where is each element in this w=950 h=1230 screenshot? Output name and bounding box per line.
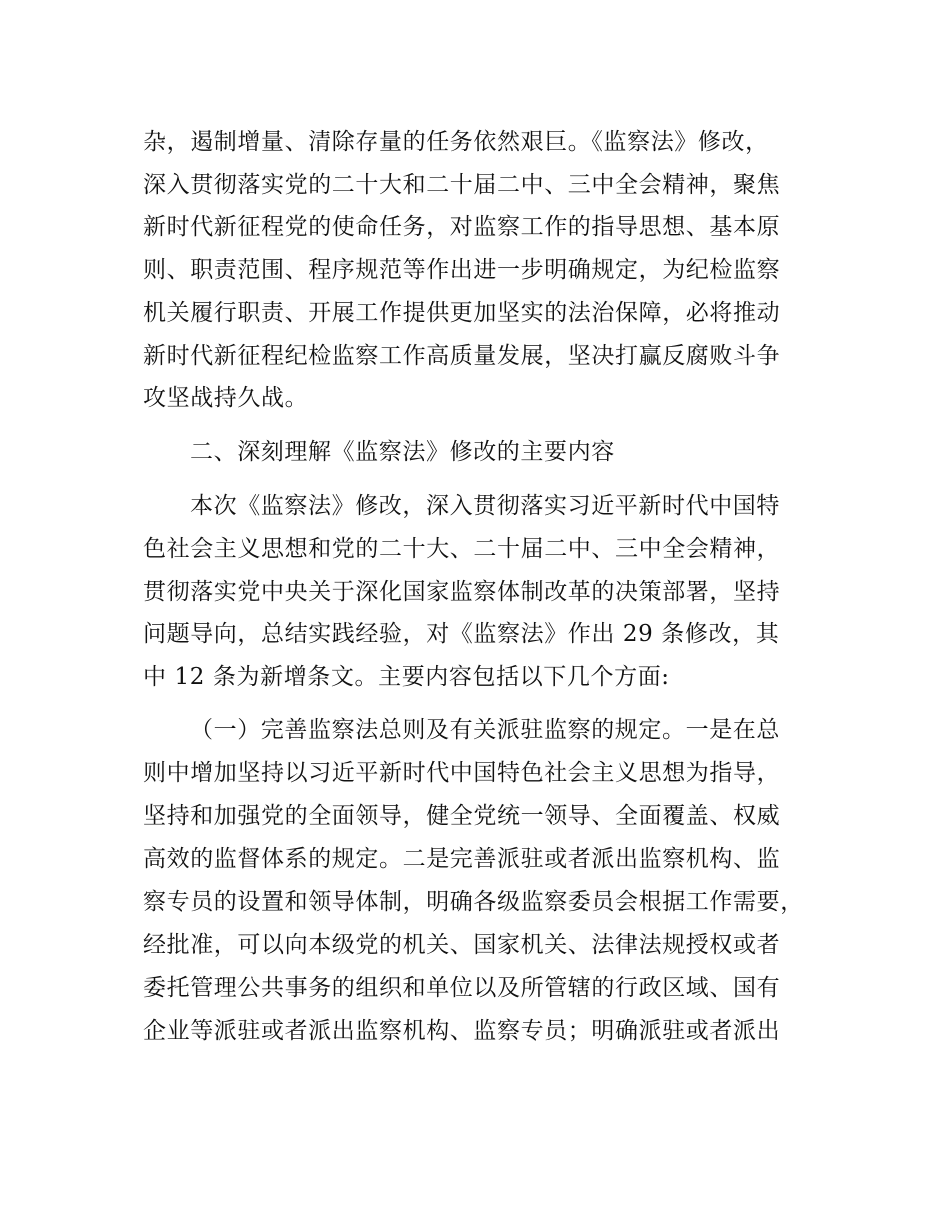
- text-line: 则、职责范围、程序规范等作出进一步明确规定，为纪检监察: [143, 257, 781, 283]
- text-line: 新时代新征程党的使命任务，对监察工作的指导思想、基本原: [143, 214, 781, 240]
- text-line: 杂，遏制增量、清除存量的任务依然艰巨。《监察法》修改，: [143, 129, 769, 155]
- text-line: 贯彻落实党中央关于深化国家监察体制改革的决策部署，坚持: [143, 579, 781, 605]
- text-line: 察专员的设置和领导体制，明确各级监察委员会根据工作需要，: [143, 889, 804, 915]
- text-line: 问题导向，总结实践经验，对《监察法》作出 29 条修改，其: [143, 621, 780, 647]
- section-heading: 二、深刻理解《监察法》修改的主要内容: [190, 439, 615, 465]
- text-line: 新时代新征程纪检监察工作高质量发展，坚决打赢反腐败斗争: [143, 343, 781, 369]
- text-line: 经批准，可以向本级党的机关、国家机关、法律法规授权或者: [143, 932, 781, 958]
- subsection-heading-line: （一）完善监察法总则及有关派驻监察的规定。一是在总: [190, 717, 780, 743]
- text-line: 企业等派驻或者派出监察机构、监察专员；明确派驻或者派出: [143, 1018, 781, 1044]
- text-line: 坚持和加强党的全面领导，健全党统一领导、全面覆盖、权威: [143, 803, 781, 829]
- text-line: 机关履行职责、开展工作提供更加坚实的法治保障，必将推动: [143, 300, 781, 326]
- text-line: 深入贯彻落实党的二十大和二十届二中、三中全会精神，聚焦: [143, 172, 781, 198]
- text-line: 中 12 条为新增条文。主要内容包括以下几个方面:: [143, 664, 670, 690]
- text-line: 本次《监察法》修改，深入贯彻落实习近平新时代中国特: [190, 493, 780, 519]
- text-line: 高效的监督体系的规定。二是完善派驻或者派出监察机构、监: [143, 846, 781, 872]
- text-line: 委托管理公共事务的组织和单位以及所管辖的行政区域、国有: [143, 975, 781, 1001]
- text-line: 则中增加坚持以习近平新时代中国特色社会主义思想为指导，: [143, 760, 781, 786]
- text-line: 色社会主义思想和党的二十大、二十届二中、三中全会精神，: [143, 536, 781, 562]
- text-line: 攻坚战持久战。: [143, 385, 309, 411]
